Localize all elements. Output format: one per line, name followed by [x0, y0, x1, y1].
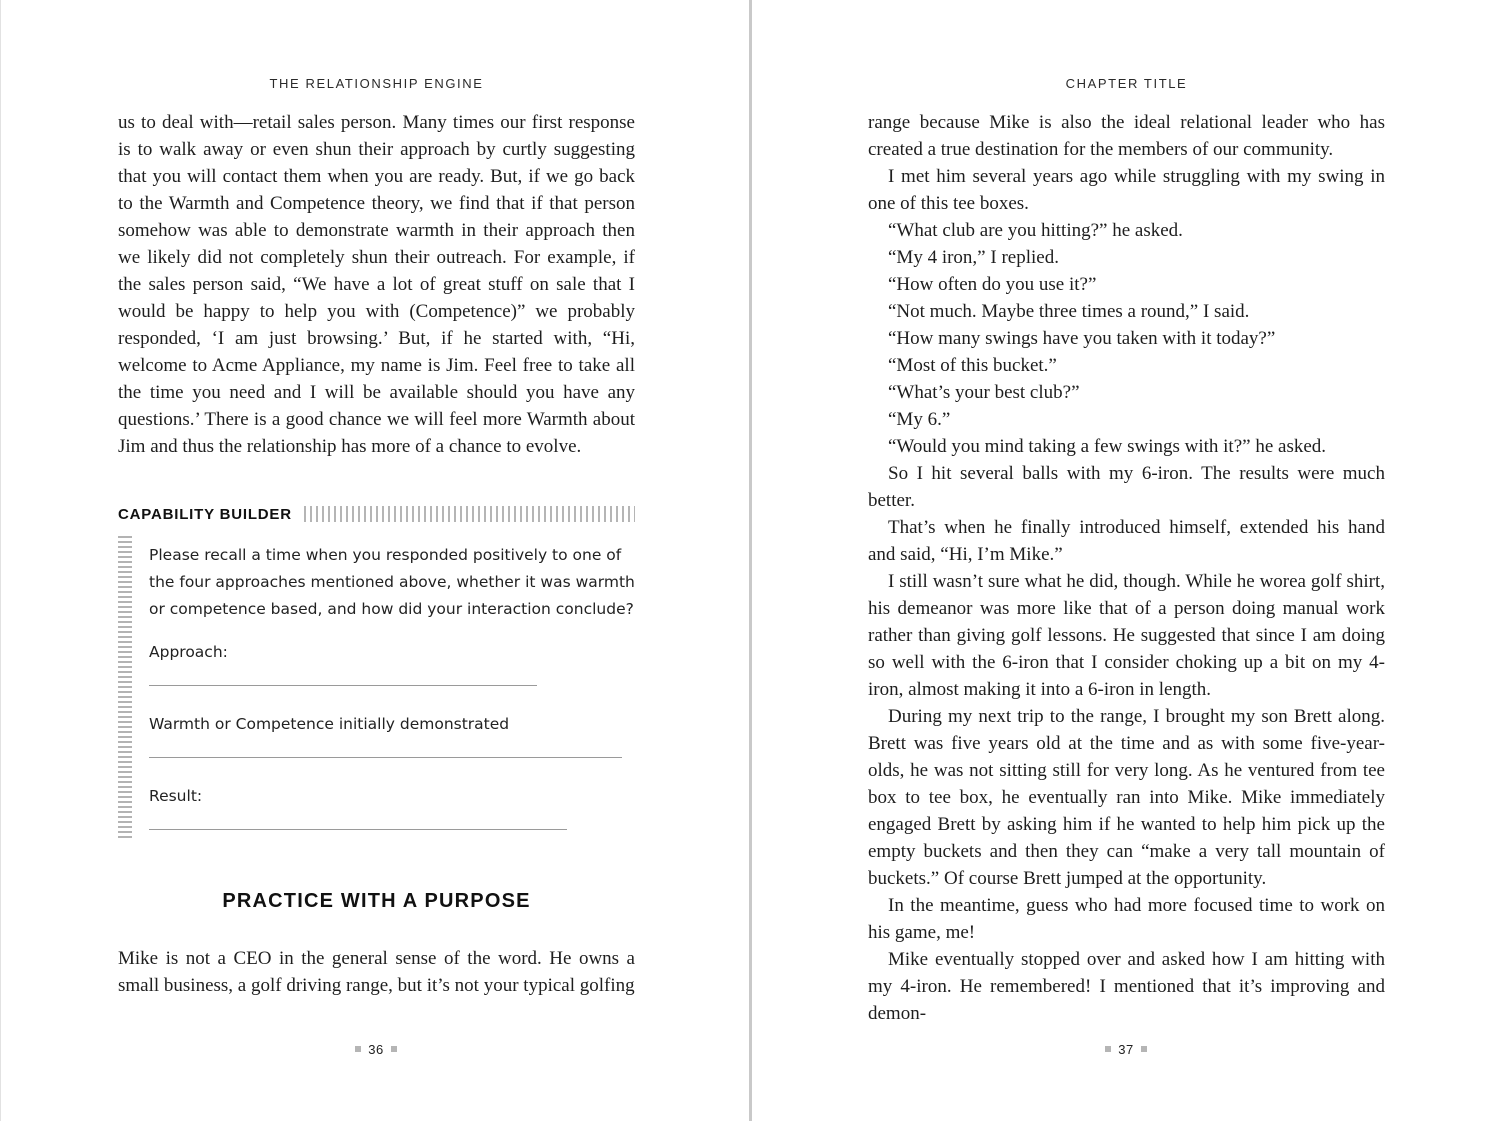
paragraph: I met him several years ago while struggling with my swing in one of this tee boxes. — [868, 166, 1385, 214]
dialogue-line: “Would you mind taking a few swings with it?” he asked. — [888, 436, 1327, 457]
folio-square-icon — [1105, 1046, 1111, 1052]
warmth-competence-label: Warmth or Competence initially demonstrated — [149, 715, 510, 733]
warmth-competence-answer-line[interactable] — [149, 757, 622, 758]
decorative-tick-rule — [304, 506, 635, 522]
capability-builder-title: CAPABILITY BUILDER — [118, 505, 292, 523]
paragraph: So I hit several balls with my 6-iron. The results were much better. — [868, 463, 1385, 511]
page-number-right — [1096, 1040, 1156, 1058]
right-page-text — [868, 109, 1385, 1027]
decorative-side-bar — [118, 536, 132, 838]
dialogue-line: “My 4 iron,” I replied. — [888, 247, 1059, 268]
result-answer-line[interactable] — [149, 829, 567, 830]
folio-square-icon — [355, 1046, 361, 1052]
result-label: Result: — [149, 787, 203, 805]
lead-paragraph-block — [118, 109, 635, 460]
paragraph: During my next trip to the range, I brought my son Brett along. Brett was five years old at the time and as with some five-year-olds, he was not sitting still for very long. As he ventured from tee box to tee box, he eventually ran into Mike. Mike immediately engaged Brett by asking him if he wanted to help him pick up the empty buckets and then they can “make a very tall mountain of buckets.” Of course Brett jumped at the opportunity. — [868, 706, 1385, 889]
approach-label: Approach: — [149, 643, 228, 661]
capability-builder-prompt: Please recall a time when you responded positively to one of the four approaches mentioned above, whether it was warmth or competence based, and how did your interaction conclude? — [149, 546, 635, 618]
dialogue-line: “My 6.” — [888, 409, 951, 430]
dialogue-line: “What club are you hitting?” he asked. — [888, 220, 1183, 241]
dialogue-line: “How many swings have you taken with it today?” — [888, 328, 1276, 349]
page-number: 37 — [1118, 1041, 1134, 1057]
paragraph: Mike eventually stopped over and asked how I am hitting with my 4-iron. He remembered! I mentioned that it’s improving and demon- — [868, 949, 1385, 1024]
dialogue-line: “What’s your best club?” — [888, 382, 1080, 403]
dialogue-line: “How often do you use it?” — [888, 274, 1097, 295]
section-paragraph-block — [118, 945, 635, 999]
approach-answer-line[interactable] — [149, 685, 537, 686]
folio-square-icon — [391, 1046, 397, 1052]
dialogue-line: “Most of this bucket.” — [888, 355, 1057, 376]
running-head-right: CHAPTER TITLE — [1065, 76, 1188, 91]
folio-square-icon — [1141, 1046, 1147, 1052]
paragraph: I still wasn’t sure what he did, though. While he worea golf shirt, his demeanor was more like that of a person doing manual work rather than giving golf lessons. He suggested that since I am doing so well with the 6-iron that I consider choking up a bit on my 4-iron, almost making it into a 6-iron in length. — [868, 571, 1385, 700]
page-number-left — [346, 1040, 406, 1058]
running-head-left: THE RELATIONSHIP ENGINE — [269, 76, 484, 91]
right-page — [752, 0, 1500, 1121]
capability-builder-header — [118, 503, 635, 525]
paragraph: In the meantime, guess who had more focused time to work on his game, me! — [868, 895, 1385, 943]
paragraph: range because Mike is also the ideal relational leader who has created a true destination for the members of our community. — [868, 112, 1385, 160]
section-paragraph: Mike is not a CEO in the general sense of the word. He owns a small business, a golf driving range, but it’s not your typical golfing — [118, 948, 635, 996]
paragraph: That’s when he finally introduced himself, extended his hand and said, “Hi, I’m Mike.” — [868, 517, 1385, 565]
dialogue-line: “Not much. Maybe three times a round,” I said. — [888, 301, 1250, 322]
section-heading: PRACTICE WITH A PURPOSE — [222, 890, 531, 912]
lead-paragraph: us to deal with—retail sales person. Many times our first response is to walk away or even shun their approach by curtly suggesting that you will contact them when you are ready. But, if we go back to the Warmth and Competence theory, we find that if that person somehow was able to demonstrate warmth in their approach then we likely did not completely shun their outreach. For example, if the sales person said, “We have a lot of great stuff on sale that I would be happy to help you with (Competence)” we probably responded, ‘I am just browsing.’ But, if he started with, “Hi, welcome to Acme Appliance, my name is Jim. Feel free to take all the time you need and I will be available should you have any questions.’ There is a good chance we will feel more Warmth about Jim and thus the relationship has more of a chance to evolve. — [118, 112, 635, 457]
page-number: 36 — [368, 1041, 384, 1057]
